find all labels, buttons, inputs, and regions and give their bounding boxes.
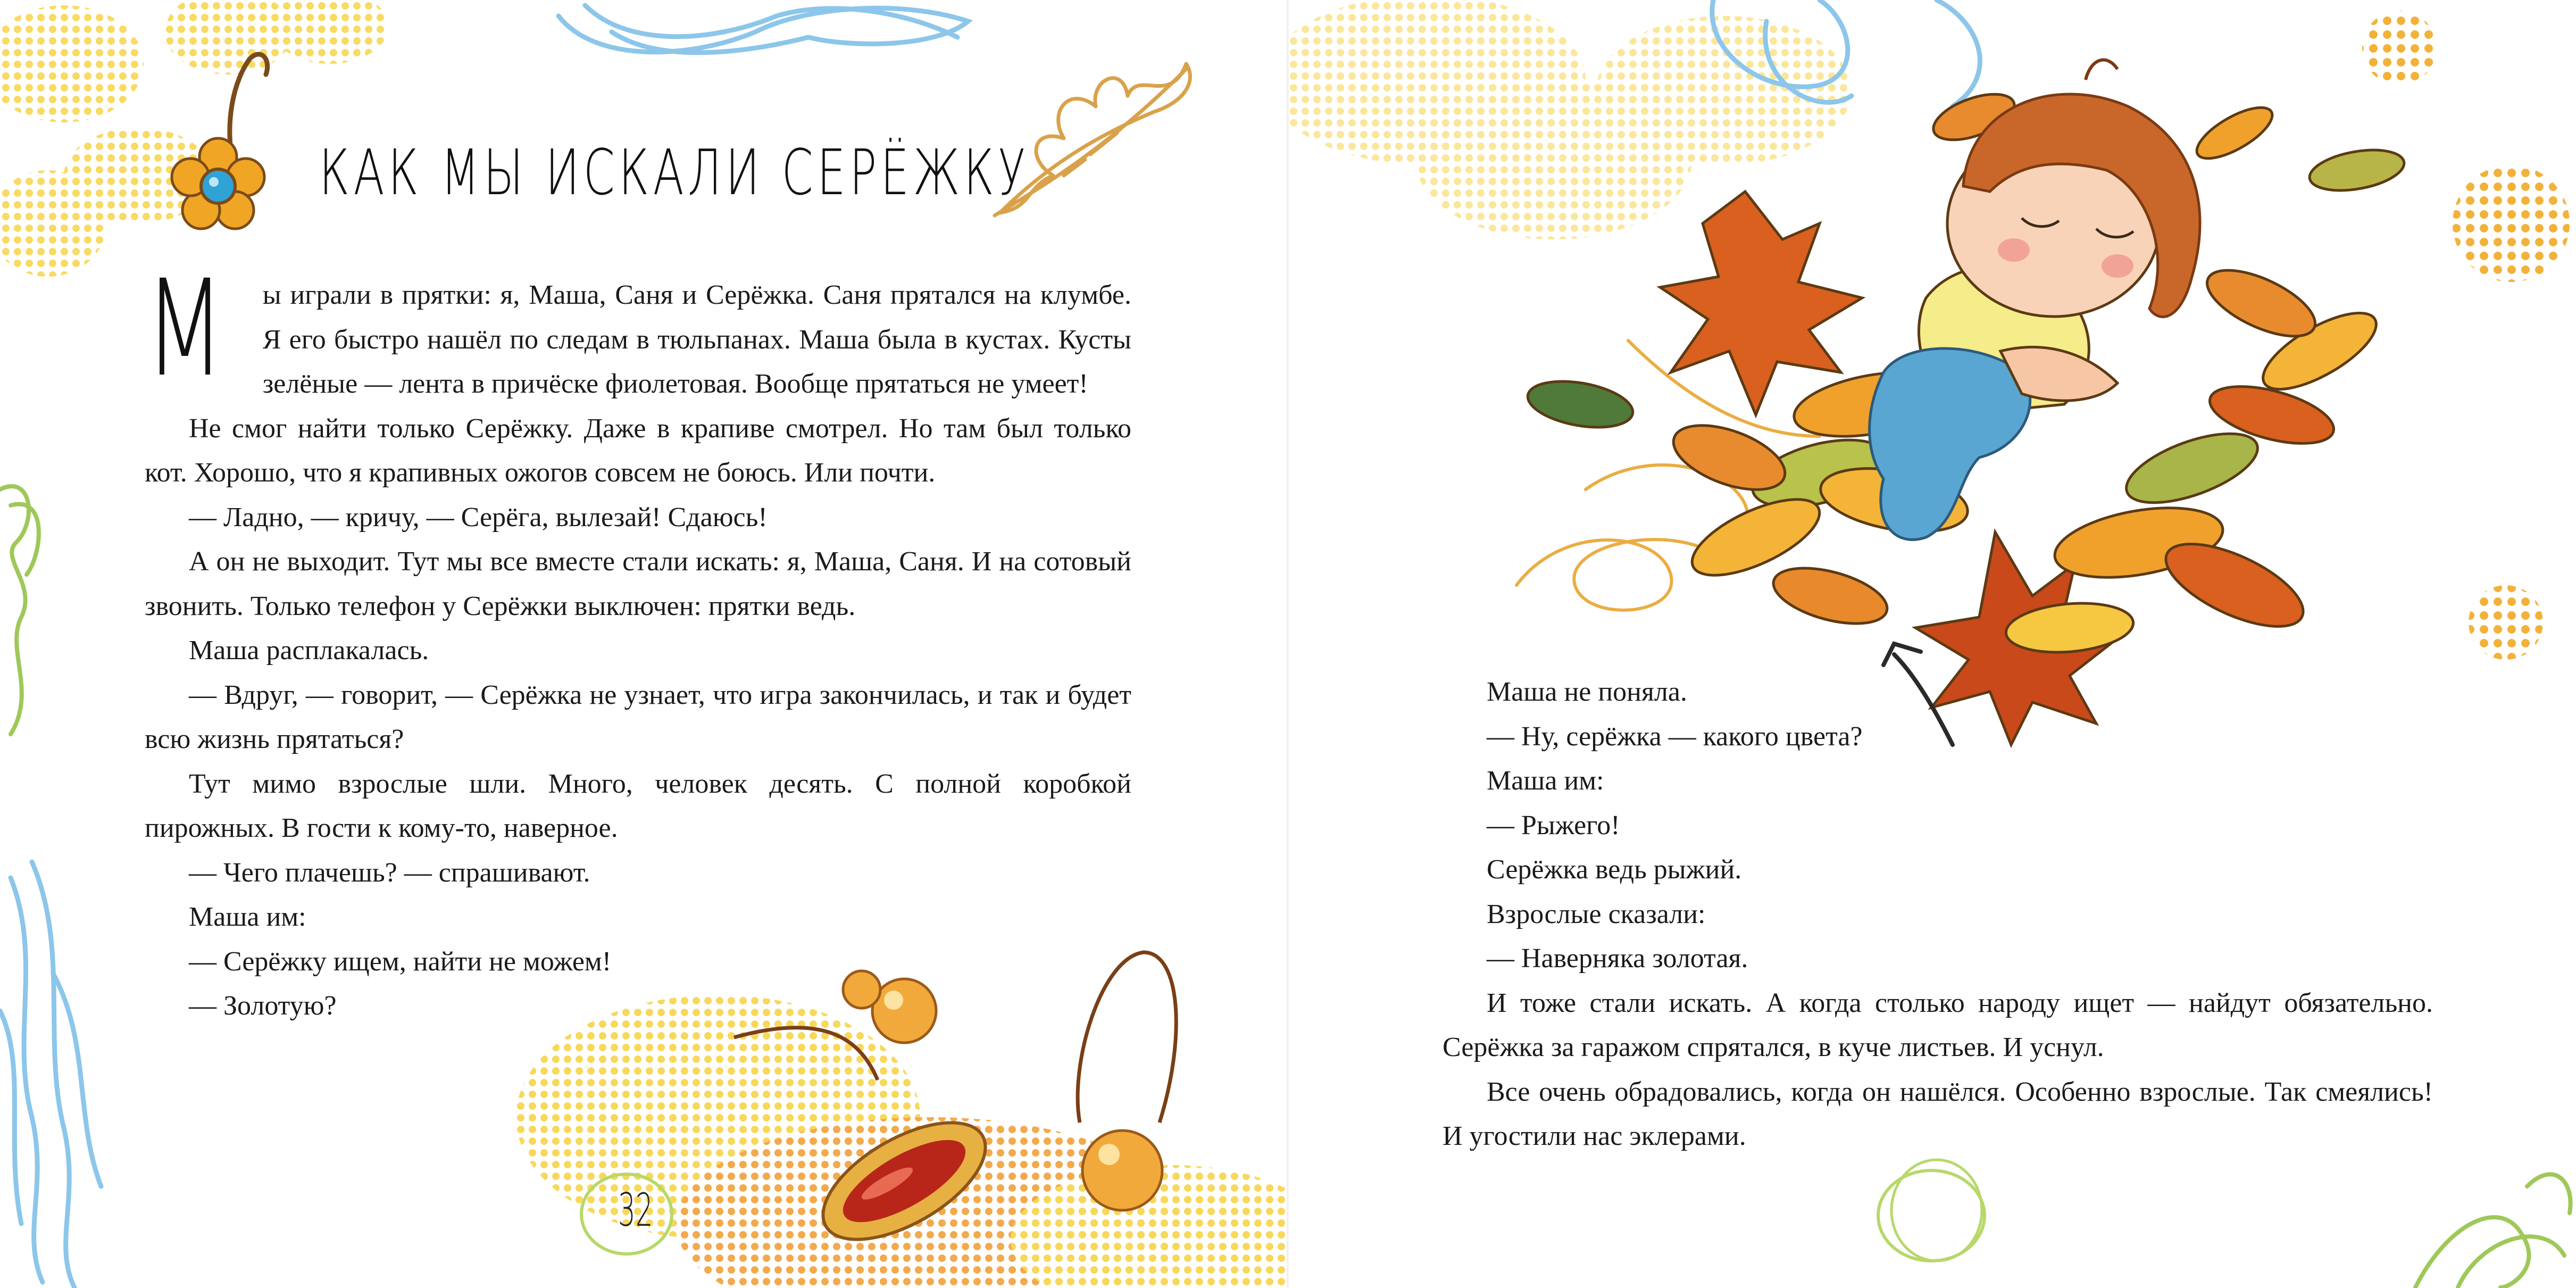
left-page-text	[145, 251, 1131, 1028]
right-paragraph-8: И тоже стали искать. А когда столько народу ищет — найдут обязательно. Серёжка за гаражом спрятался, в куче листьев. И уснул.	[1443, 987, 2433, 1062]
paragraph-9: Маша им:	[189, 902, 306, 932]
paragraph-3: — Ладно, — кричу, — Серёга, вылезай! Сдаюсь!	[189, 502, 768, 533]
paragraph-5: Маша расплакалась.	[189, 635, 429, 666]
right-page	[1288, 0, 2576, 1288]
paragraph-1	[145, 251, 1131, 406]
blue-scribble-bottomleft	[0, 862, 101, 1287]
right-paragraph-1: Маша не поняла.	[1487, 677, 1687, 707]
right-paragraph-5: Серёжка ведь рыжий.	[1487, 854, 1742, 885]
right-paragraph-2: — Ну, серёжка — какого цвета?	[1487, 721, 1863, 752]
paragraph-6: — Вдруг, — говорит, — Серёжка не узнает, что игра закончилась, и так и будет всю жизнь прятаться?	[145, 679, 1131, 754]
green-scribble-bottomright	[2415, 1174, 2571, 1287]
paragraph-7: Тут мимо взрослые шли. Много, человек десять. С полной коробкой пирожных. В гости к кому-то, наверное.	[145, 768, 1131, 843]
paragraph-1-text: ы играли в прятки: я, Маша, Саня и Серёжка. Саня прятался на клумбе. Я его быстро нашёл по следам в тюльпанах. Маша была в кустах. Кусты зелёные — лента в причёске фиолетовая. Вообще прятаться не умеет!	[262, 280, 1131, 399]
right-paragraph-6: Взрослые сказали:	[1487, 899, 1706, 929]
drop-cap: М	[145, 251, 225, 406]
paragraph-2: Не смог найти только Серёжку. Даже в крапиве смотрел. Но там был только кот. Хорошо, что я крапивных ожогов совсем не боюсь. Или почти.	[145, 413, 1131, 488]
paragraph-4: А он не выходит. Тут мы все вместе стали искать: я, Маша, Саня. И на сотовый звонить. Только телефон у Серёжки выключен: прятки ведь.	[145, 546, 1131, 621]
green-scribble-left	[0, 486, 39, 734]
right-paragraph-7: — Наверняка золотая.	[1487, 943, 1748, 974]
orange-dot-circles	[2362, 11, 2570, 660]
paragraph-10: — Серёжку ищем, найти не можем!	[189, 946, 612, 977]
story-title: КАК МЫ ИСКАЛИ СЕРЁЖКУ	[319, 136, 1030, 209]
paragraph-8: — Чего плачешь? — спрашивают.	[189, 857, 590, 888]
paragraph-11: — Золотую?	[189, 991, 337, 1021]
blue-scribble-top	[558, 5, 968, 53]
right-paragraph-9: Все очень обрадовались, когда он нашёлся. Особенно взрослые. Так смеялись! И угостили нас эклерами.	[1443, 1076, 2433, 1151]
right-paragraph-3: Маша им:	[1487, 766, 1604, 796]
right-paragraph-4: — Рыжего!	[1487, 810, 1620, 841]
page-number-left: 32	[618, 1184, 653, 1237]
right-page-text	[1443, 670, 2433, 1159]
